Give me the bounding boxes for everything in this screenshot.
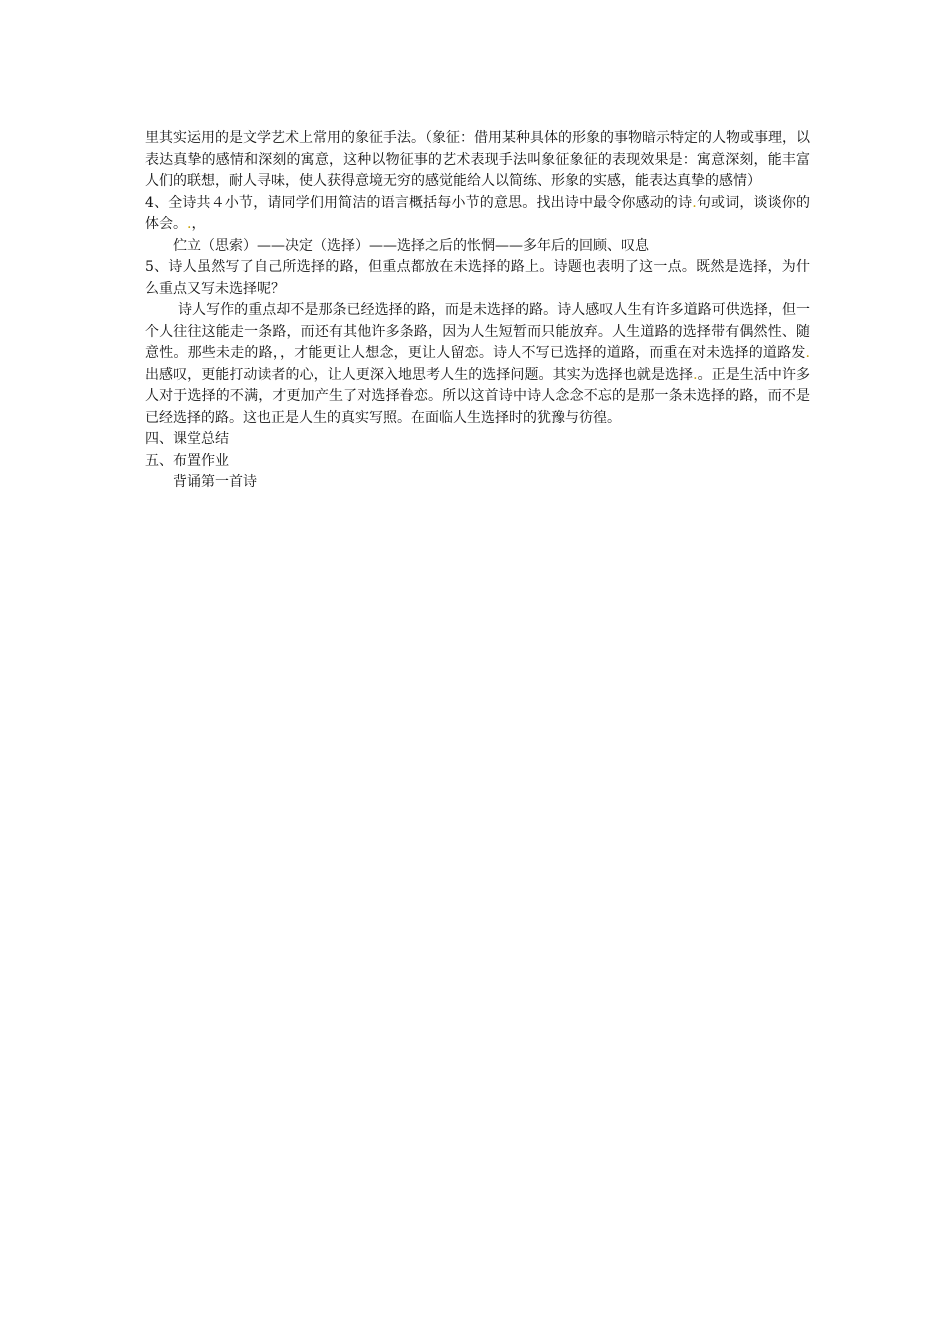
document-page <box>145 128 810 494</box>
question-4-mark-2: . <box>187 216 192 232</box>
question-5-answer <box>145 300 810 429</box>
section-homework-heading: 五、布置作业 <box>145 452 229 469</box>
question-4-text-2: 句或词，谈谈你的体会。 <box>145 194 811 232</box>
section-class-summary <box>145 429 810 451</box>
question-5-answer-text-1: 诗人写作的重点却不是那条已经选择的路，而是未选择的路。诗人感叹人生有许多道路可供选择，但一个人往往这能走一条路，而还有其他许多条路，因为人生短暂而只能放弃。人生道路的选择带有偶然性、随意性。那些未走的路，，才能更让人想念，更让人留恋。诗人不写已选择的道路，而重在对未选择的道路发 <box>145 302 810 361</box>
question-4-answer <box>145 236 810 258</box>
question-4 <box>145 193 810 236</box>
question-4-answer-text: 伫立（思索）——决定（选择）——选择之后的怅惘——多年后的回顾、叹息 <box>173 237 649 254</box>
question-4-text-1: 4、全诗共４小节，请同学们用简洁的语言概括每小节的意思。找出诗中最令你感动的诗 <box>145 194 693 211</box>
symbolism-paragraph <box>145 128 810 193</box>
question-5 <box>145 257 810 300</box>
homework-item <box>145 472 810 494</box>
homework-item-text: 背诵第一首诗 <box>173 474 257 490</box>
section-homework <box>145 451 810 473</box>
question-4-text-3: ， <box>191 216 206 232</box>
question-5-answer-text-3: 。正是生活中许多人对于选择的不满，才更加产生了对选择眷恋。所以这首诗中诗人念念不忘的是那一条未选择的路，而不是已经选择的路。这也正是人生的真实写照。在面临人生选择时的犹豫与彷徨。 <box>145 366 811 426</box>
section-class-summary-heading: 四、课堂总结 <box>145 431 229 447</box>
question-5-text: 5、诗人虽然写了自己所选择的路，但重点都放在未选择的路上。诗题也表明了这一点。既然是选择，为什么重点又写未选择呢？ <box>145 259 810 297</box>
question-5-answer-text-2: 出感叹，更能打动读者的心，让人更深入地思考人生的选择问题。其实为选择也就是选择 <box>145 366 694 383</box>
question-5-answer-mark-1: . <box>805 345 810 361</box>
question-4-mark-1: . <box>692 194 697 211</box>
symbolism-text: 里其实运用的是文学艺术上常用的象征手法。（象征：借用某种具体的形象的事物暗示特定的人物或事理，以表达真挚的感情和深刻的寓意，这种以物征事的艺术表现手法叫象征象征的表现效果是：寓意深刻，能丰富人们的联想，耐人寻味，使人获得意境无穷的感觉能给人以简练、形象的实感，能表达真挚的感情） <box>145 130 810 189</box>
question-5-answer-mark-2: . <box>693 366 698 383</box>
